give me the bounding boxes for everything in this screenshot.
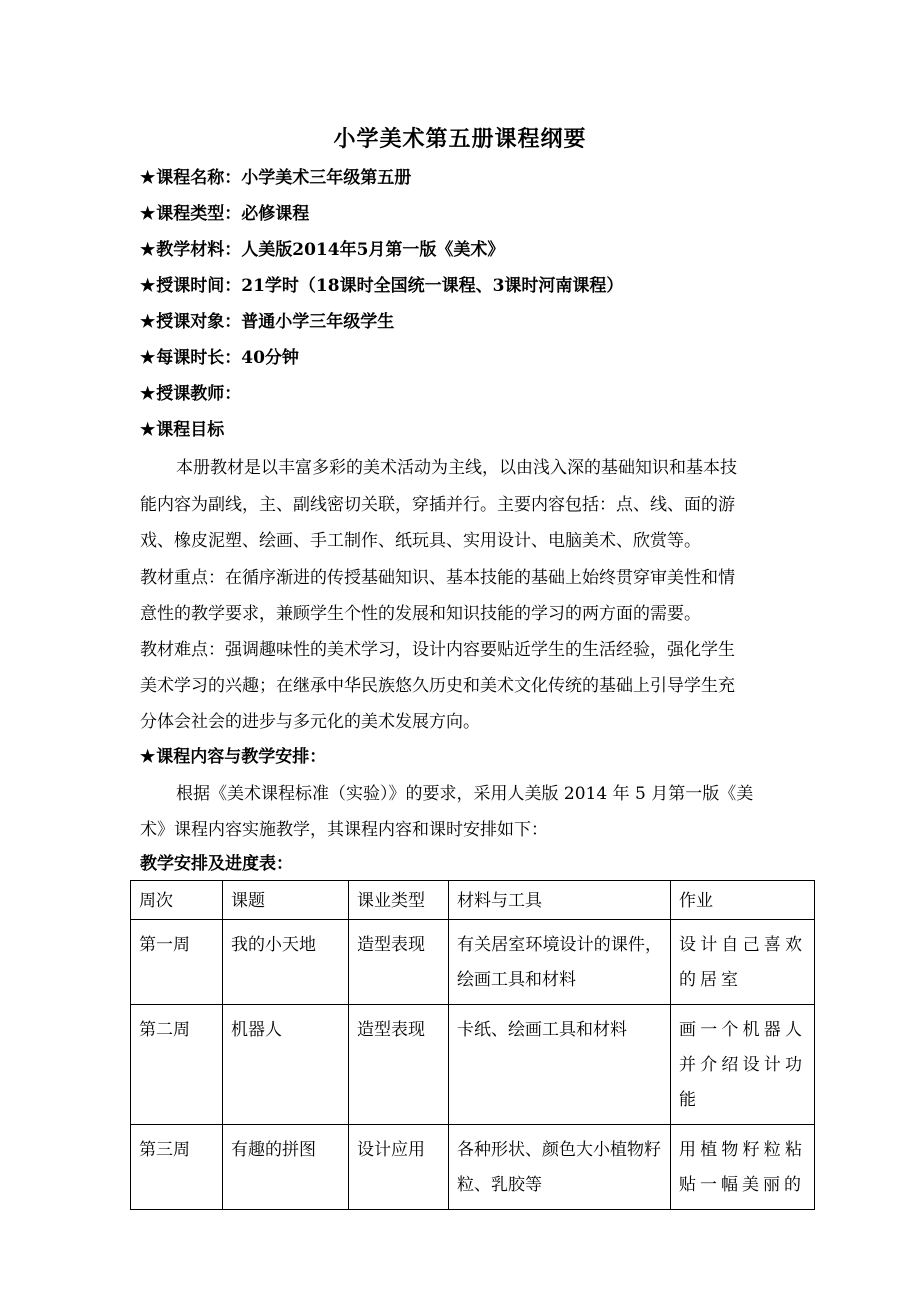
field-value: 21学时（18课时全国统一课程、3课时河南课程） — [241, 276, 624, 296]
table-cell: 第二周 — [131, 1005, 223, 1125]
goals-line: 教材重点：在循序渐进的传授基础知识、基本技能的基础上始终贯穿审美性和情 — [140, 568, 735, 588]
field-value: 普通小学三年级学生 — [241, 312, 395, 332]
goals-line: 教材难点：强调趣味性的美术学习，设计内容要贴近学生的生活经验，强化学生 — [140, 640, 735, 660]
table-row — [131, 920, 815, 1005]
field-value: 小学美术三年级第五册 — [241, 168, 412, 188]
column-header: 周次 — [131, 881, 223, 920]
table-cell: 画一个机器人并介绍设计功能 — [671, 1005, 815, 1125]
table-cell: 各种形状、颜色大小植物籽粒、乳胶等 — [449, 1125, 671, 1210]
schedule-table — [130, 880, 815, 1210]
field-audience — [140, 310, 394, 334]
heading-text: 课程内容与教学安排： — [156, 747, 327, 767]
column-header: 作业 — [671, 881, 815, 920]
content-line: 术》课程内容实施教学，其课程内容和课时安排如下： — [140, 820, 548, 840]
goals-line: 能内容为副线，主、副线密切关联，穿插并行。主要内容包括：点、线、面的游 — [140, 495, 735, 515]
table-cell: 第三周 — [131, 1125, 223, 1210]
field-value: 必修课程 — [241, 204, 310, 224]
field-label: 授课时间： — [156, 276, 242, 296]
table-cell: 有关居室环境设计的课件，绘画工具和材料 — [449, 920, 671, 1005]
goals-line: 分体会社会的进步与多元化的美术发展方向。 — [140, 712, 480, 732]
field-materials — [140, 238, 504, 262]
field-value: 40分钟 — [241, 348, 299, 368]
table-cell: 用植物籽粒粘贴一幅美丽的 — [671, 1125, 815, 1210]
star-icon: ★ — [140, 276, 156, 296]
star-icon: ★ — [140, 384, 156, 404]
table-row — [131, 1005, 815, 1125]
field-value: 人美版2014年5月第一版《美术》 — [241, 240, 505, 260]
star-icon: ★ — [140, 348, 156, 368]
column-header: 材料与工具 — [449, 881, 671, 920]
star-icon: ★ — [140, 204, 156, 224]
goals-line: 戏、橡皮泥塑、绘画、手工制作、纸玩具、实用设计、电脑美术、欣赏等。 — [140, 531, 701, 551]
table-cell: 设计应用 — [349, 1125, 449, 1210]
table-cell: 有趣的拼图 — [223, 1125, 349, 1210]
table-row — [131, 1125, 815, 1210]
field-hours — [140, 274, 623, 298]
field-label: 课程名称： — [156, 168, 242, 188]
column-header: 课业类型 — [349, 881, 449, 920]
section-heading-content — [140, 745, 326, 769]
table-cell: 设计自己喜欢的居室 — [671, 920, 815, 1005]
star-icon: ★ — [140, 747, 156, 767]
field-teacher — [140, 382, 241, 406]
goals-line: 本册教材是以丰富多彩的美术活动为主线，以由浅入深的基础知识和基本技 — [176, 458, 737, 478]
table-cell: 我的小天地 — [223, 920, 349, 1005]
star-icon: ★ — [140, 312, 156, 332]
field-label: 每课时长： — [156, 348, 242, 368]
field-label: 授课教师： — [156, 384, 242, 404]
star-icon: ★ — [140, 168, 156, 188]
star-icon: ★ — [140, 240, 156, 260]
heading-text: 课程目标 — [156, 420, 225, 440]
goals-line: 美术学习的兴趣；在继承中华民族悠久历史和美术文化传统的基础上引导学生充 — [140, 676, 735, 696]
table-cell: 第一周 — [131, 920, 223, 1005]
page-title: 小学美术第五册课程纲要 — [333, 126, 587, 152]
table-cell: 造型表现 — [349, 920, 449, 1005]
table-header-row — [131, 881, 815, 920]
content-line: 根据《美术课程标准（实验）》的要求，采用人美版 2014 年 5 月第一版《美 — [176, 784, 754, 804]
table-cell: 机器人 — [223, 1005, 349, 1125]
field-label: 课程类型： — [156, 204, 242, 224]
star-icon: ★ — [140, 420, 156, 440]
schedule-heading: 教学安排及进度表： — [140, 854, 293, 874]
field-label: 教学材料： — [156, 240, 242, 260]
field-course-name — [140, 166, 411, 190]
field-label: 授课对象： — [156, 312, 242, 332]
field-course-type — [140, 202, 309, 226]
table-cell: 造型表现 — [349, 1005, 449, 1125]
section-heading-goals — [140, 418, 224, 442]
column-header: 课题 — [223, 881, 349, 920]
table-cell: 卡纸、绘画工具和材料 — [449, 1005, 671, 1125]
goals-line: 意性的教学要求，兼顾学生个性的发展和知识技能的学习的两方面的需要。 — [140, 604, 701, 624]
field-duration — [140, 346, 299, 370]
